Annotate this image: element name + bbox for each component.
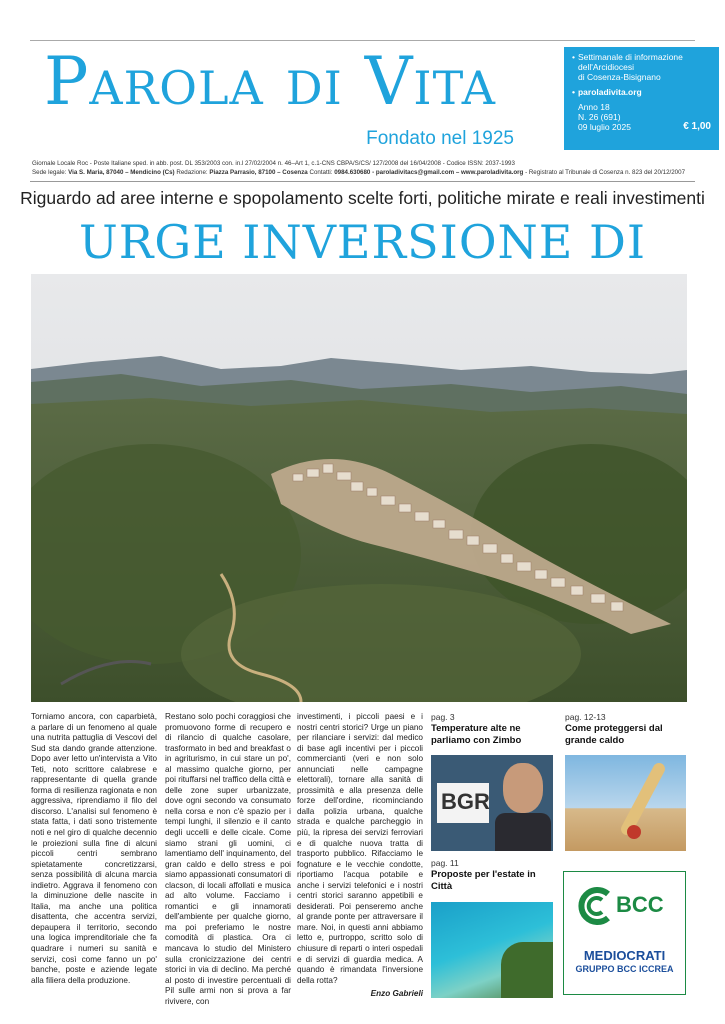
coast-shape: [501, 942, 553, 998]
bank-group: GRUPPO BCC ICCREA: [575, 964, 674, 974]
top-rule: [30, 40, 695, 41]
thermometer-icon: [619, 761, 667, 837]
bank-name: MEDIOCRATI: [583, 948, 666, 963]
teaser-title: Come proteggersi dal grande caldo: [565, 723, 663, 746]
hill-village-photo: [31, 274, 687, 702]
zimbo-photo: [431, 755, 553, 851]
teaser-zimbo[interactable]: [431, 712, 556, 746]
legal-rule: [30, 181, 695, 182]
article-author: Enzo Gabrieli: [370, 989, 423, 999]
legal-notice: [32, 159, 702, 177]
bcc-mediocrati-ad[interactable]: [563, 871, 686, 995]
teaser-page: pag. 11: [431, 858, 459, 868]
article-column-3: investimenti, i piccoli paesi e i nostri centri storici? Urge un piano per rilanciare i servizi: dal medico di base agli incentivi per i piccoli commercianti (veri e non solo annunciati nelle campagne elettorali), tornare alla sanità di prossimità e alla presenza delle forze dell'ordine, ricominciando dalla polizia urbana, qualche strada e qualche parcheggio in più, la ripresa dei servizi ferroviari e di qualche nuova tratta di trasporto pubblico. Rifacciamo le fognature e le vecchie condotte, riportiamo l'acqua potabile e anche i servizi telefonici e i nostri centri storici saranno appetibili e desiderati. Poi penseremo anche al grande ponte per attraversare il mare. Noi, in questi anni abbiamo letto e, purtroppo, scritto solo di chiusure di reparti o interi ospedali e di servizi di guardia medica. A quando è rimandata l'inversione della rotta? Enzo Gabrieli: [297, 712, 423, 999]
thermometer-bulb: [627, 825, 641, 839]
teaser-title: Temperature alte ne parliamo con Zimbo: [431, 723, 522, 746]
studio-logo: BGR: [437, 783, 489, 823]
founded-note: Fondato nel 1925: [366, 128, 514, 149]
article-column-1: Torniamo ancora, con caparbietà, a parlare di un fenomeno al quale una nutrita pattuglia di Vescovi del Sud sta dando grande attenzione. Dopo aver letto un'intervista a Vito Teti, noto scrittore calabrese e rappresentante di quella grande forma di resilienza ragionata e non aggressiva, riprendiamo il filo del discorso. L'analisi sul fenomeno è stata fatta, i dati sono tristemente noti e nel giro di qualche decennio le proiezioni sulla fine di alcuni piccoli centri sembrano spietatamente concretizzarsi, senza possibilità di alcuna marcia indietro. Aggrava il fenomeno con la diminuzione delle nascite in Italia, ma anche una politica disattenta, che accentra servizi, depaupera il territorio, secondo una logica imprenditoriale che fa quadrare i numeri su sanità e servizi, così come fanno un po' banche, poste e aziende legate alla filiera della produzione.: [31, 712, 157, 985]
issue-price: € 1,00: [683, 121, 711, 132]
thermometer-photo: [565, 755, 686, 851]
issue-number: N. 26 (691): [578, 112, 621, 122]
bcc-logo-text: BCC: [616, 892, 664, 917]
info-line: dell'Arcidiocesi: [578, 62, 634, 72]
teaser-title: Proposte per l'estate in Città: [431, 869, 536, 892]
article-headline: URGE INVERSIONE DI: [78, 215, 647, 269]
legal-line-1: Giornale Locale Roc - Poste Italiane sped. in abb. post. DL 353/2003 con. in.l 27/02/2004 n. 46–Art 1, c.1-CNS CBPA/S/CS/ 127/2008 del 16/04/2008 - Codice ISSN: 2037-1993: [32, 160, 515, 167]
teaser-caldo[interactable]: [565, 712, 690, 746]
issue-year: Anno 18: [578, 102, 610, 112]
website-link[interactable]: • paroladivita.org: [572, 87, 711, 97]
teaser-estate[interactable]: [431, 858, 556, 892]
newspaper-title: Parola di Vita: [44, 43, 496, 120]
teaser-page: pag. 12-13: [565, 712, 606, 722]
sea-photo: [431, 902, 553, 998]
info-line: • Settimanale di informazione: [572, 52, 711, 62]
hill-village-illustration: [31, 274, 687, 702]
issue-date: 09 luglio 2025: [578, 122, 631, 132]
face-shape: [503, 763, 543, 813]
issue-info-box: [564, 47, 719, 150]
masthead: [44, 43, 524, 156]
info-line: di Cosenza-Bisignano: [578, 72, 661, 82]
article-column-2: Restano solo pochi coraggiosi che promuovono forme di recupero e di rilancio di qualche casolare, trasformato in bed and breakfast o in agriturismo, in cui stare un po', al massimo qualche giorno, per poi rituffarsi nel traffico della città e delle zone super urbanizzate, dove ogni secondo va consumato nella corsa e non c'è spazio per i tempi lunghi, il silenzio e il canto degli uccelli e delle cicale. Come siamo strani gli uomini, ci lamentiamo dell' inquinamento, del gran caldo e dello stress e poi siamo appassionati consumatori di clacson, di locali affollati e musica ad alto volume. Facciamo i romantici e gli innamorati dell'ambiente per qualche giorno, ma poi preferiamo le nostre comodità di plastica. Ora ci mancava lo studio del Ministero sulla cronicizzazione dei centri storici in via di declino. Ma perché al posto di investire percentuali di Pil sulle armi non si prova a far rivivere, con: [165, 712, 291, 1006]
bcc-logo-icon: [576, 886, 616, 926]
teaser-page: pag. 3: [431, 712, 455, 722]
jacket-shape: [495, 813, 551, 851]
article-kicker: Riguardo ad aree interne e spopolamento scelte forti, politiche mirate e reali investimenti: [20, 188, 705, 208]
legal-line-2: Sede legale: Via S. Maria, 87040 – Mendicino (Cs) Redazione: Piazza Parrasio, 87100 – Cosenza Contatti: 0984.630680 - paroladivitacs@gmail.com – www.paroladivita.org - Registrato al Tribunale di Cosenza n. 823 del 20/12/2007: [32, 169, 686, 176]
